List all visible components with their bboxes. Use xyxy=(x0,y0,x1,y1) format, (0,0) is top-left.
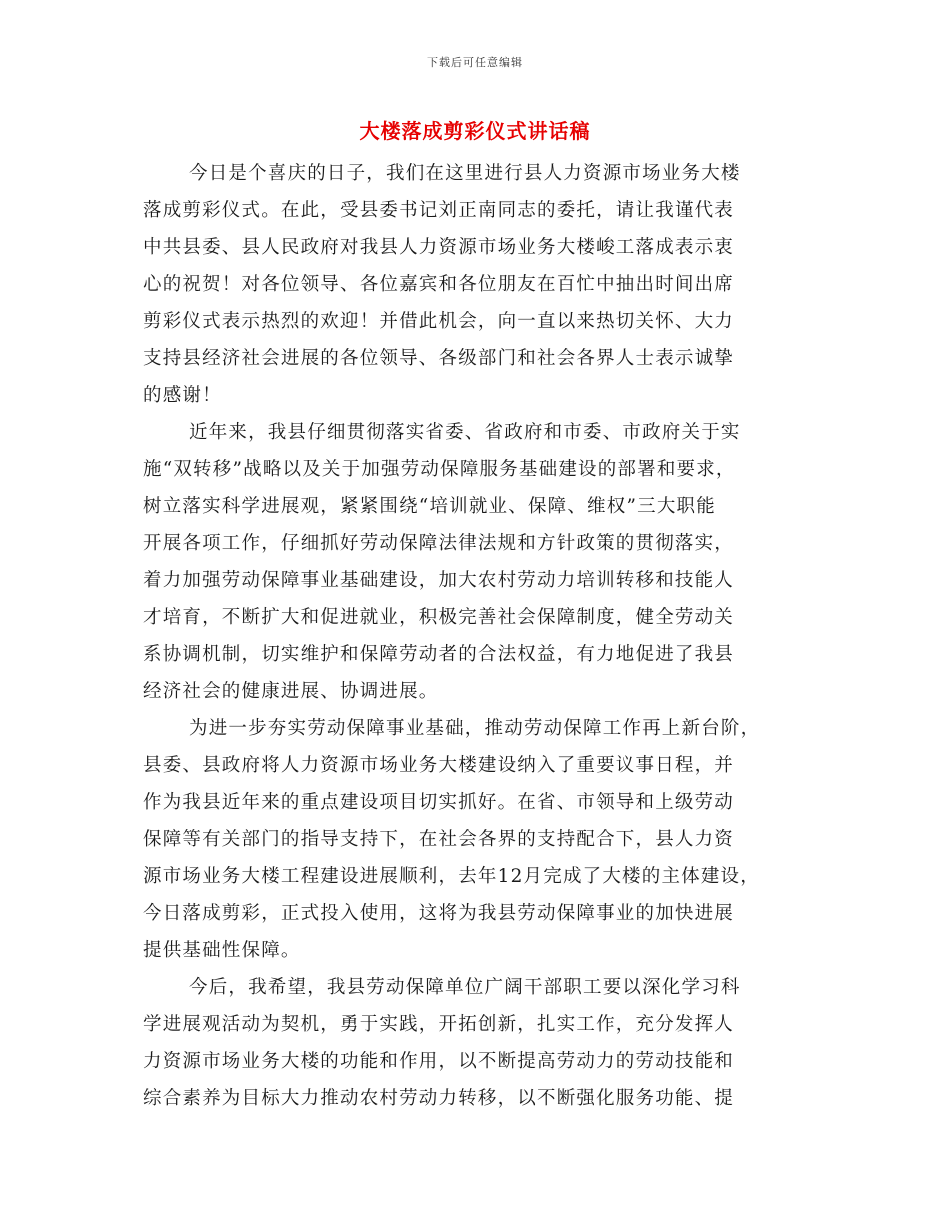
document-body xyxy=(143,155,803,1117)
text-line: 剪彩仪式表示热烈的欢迎！并借此机会，向一直以来热切关怀、大力 xyxy=(143,311,735,332)
text-line: 开展各项工作，仔细抓好劳动保障法律法规和方针政策的贯彻落实， xyxy=(143,533,735,554)
text-line: 今日是个喜庆的日子，我们在这里进行县人力资源市场业务大楼 xyxy=(189,163,741,184)
text-line: 树立落实科学进展观，紧紧围绕“培训就业、保障、维权”三大职能 xyxy=(143,496,716,517)
text-line: 中共县委、县人民政府对我县人力资源市场业务大楼峻工落成表示衷 xyxy=(143,237,735,258)
text-line: 才培育，不断扩大和促进就业，积极完善社会保障制度，健全劳动关 xyxy=(143,607,735,628)
text-line: 系协调机制，切实维护和保障劳动者的合法权益，有力地促进了我县 xyxy=(143,644,735,665)
text-line: 今日落成剪彩，正式投入使用，这将为我县劳动保障事业的加快进展 xyxy=(143,903,735,924)
text-line: 提供基础性保障。 xyxy=(143,940,301,961)
header-note: 下载后可任意编辑 xyxy=(427,56,523,69)
paragraph-3 xyxy=(143,710,803,969)
text-line: 作为我县近年来的重点建设项目切实抓好。在省、市领导和上级劳动 xyxy=(143,792,735,813)
paragraph-1 xyxy=(143,155,803,414)
text-line: 为进一步夯实劳动保障事业基础，推动劳动保障工作再上新台阶， xyxy=(189,718,761,739)
paragraph-4 xyxy=(143,969,803,1117)
text-line: 落成剪彩仪式。在此，受县委书记刘正南同志的委托，请让我谨代表 xyxy=(143,200,735,221)
text-line: 心的祝贺！对各位领导、各位嘉宾和各位朋友在百忙中抽出时间出席 xyxy=(143,274,735,295)
text-line: 支持县经济社会进展的各位领导、各级部门和社会各界人士表示诚挚 xyxy=(143,348,735,369)
text-line: 力资源市场业务大楼的功能和作用，以不断提高劳动力的劳动技能和 xyxy=(143,1051,735,1072)
text-line: 的感谢！ xyxy=(143,385,222,406)
text-line: 源市场业务大楼工程建设进展顺利，去年12月完成了大楼的主体建设， xyxy=(143,866,760,887)
text-line: 综合素养为目标大力推动农村劳动力转移，以不断强化服务功能、提 xyxy=(143,1088,735,1109)
document-title: 大楼落成剪彩仪式讲话稿 xyxy=(359,119,591,143)
text-line: 学进展观活动为契机，勇于实践，开拓创新，扎实工作，充分发挥人 xyxy=(143,1014,735,1035)
paragraph-2 xyxy=(143,414,803,710)
text-line: 今后，我希望，我县劳动保障单位广阔干部职工要以深化学习科 xyxy=(189,977,741,998)
text-line: 着力加强劳动保障事业基础建设，加大农村劳动力培训转移和技能人 xyxy=(143,570,735,591)
text-line: 经济社会的健康进展、协调进展。 xyxy=(143,681,439,702)
text-line: 施“双转移”战略以及关于加强劳动保障服务基础建设的部署和要求， xyxy=(143,459,736,480)
text-line: 县委、县政府将人力资源市场业务大楼建设纳入了重要议事日程，并 xyxy=(143,755,735,776)
text-line: 保障等有关部门的指导支持下，在社会各界的支持配合下，县人力资 xyxy=(143,829,735,850)
text-line: 近年来，我县仔细贯彻落实省委、省政府和市委、市政府关于实 xyxy=(189,422,741,443)
